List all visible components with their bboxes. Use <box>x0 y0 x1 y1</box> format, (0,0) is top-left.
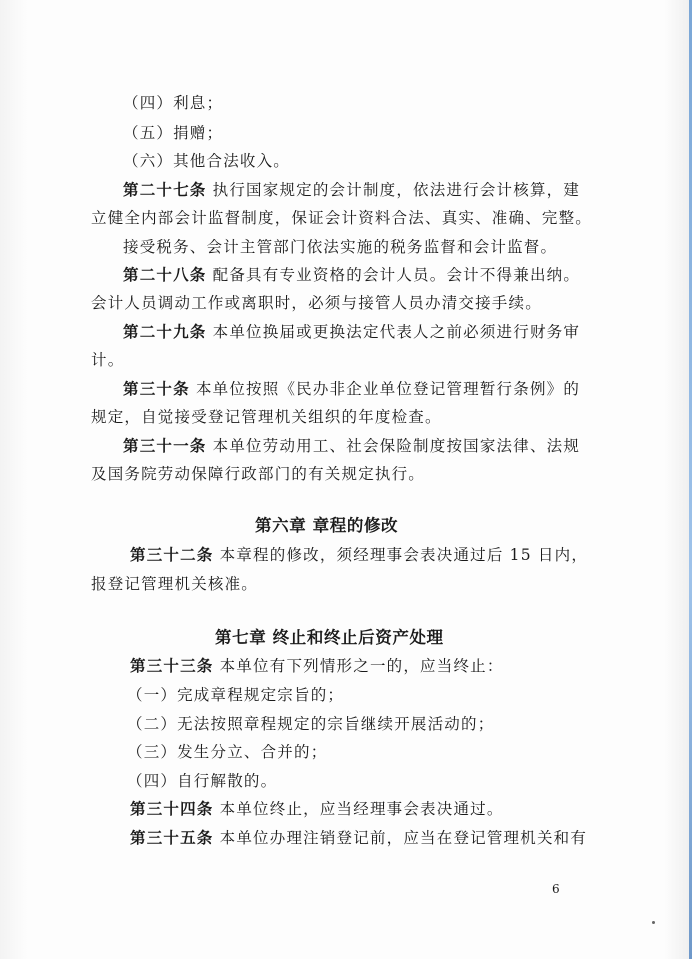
article-text: 本单位有下列情形之一的，应当终止： <box>219 657 504 675</box>
text-line: 规定，自觉接受登记管理机关组织的年度检查。 <box>91 408 442 426</box>
page-number: 6 <box>552 882 560 896</box>
article-text: 本单位换届或更换法定代表人之前必须进行财务审 <box>212 323 581 341</box>
text-line: （一）完成章程规定宗旨的； <box>127 686 345 704</box>
article-text: 本单位终止，应当经理事会表决通过。 <box>219 800 504 818</box>
article-label: 第三十五条 <box>130 828 214 847</box>
article-label: 第三十一条 <box>123 436 207 455</box>
article-text: 本单位办理注销登记前，应当在登记管理机关和有 <box>219 829 588 847</box>
article-label: 第三十四条 <box>130 799 214 818</box>
article-35 <box>130 828 587 848</box>
text-line: （六）其他合法收入。 <box>123 152 291 170</box>
article-27 <box>123 180 580 200</box>
article-34 <box>130 799 504 819</box>
article-text: 本章程的修改，须经理事会表决通过后 15 日内， <box>219 546 589 564</box>
article-text: 本单位按照《民办非企业单位登记管理暂行条例》的 <box>195 380 581 398</box>
chapter-7-heading: 第七章 终止和终止后资产处理 <box>215 628 444 647</box>
text-line: （三）发生分立、合并的； <box>127 743 328 761</box>
text-line: （四）自行解散的。 <box>127 772 278 790</box>
article-30 <box>123 379 580 399</box>
chapter-6-heading: 第六章 章程的修改 <box>255 516 399 535</box>
text-line: （四）利息； <box>123 94 224 112</box>
article-28 <box>123 265 580 285</box>
text-line: （五）捐赠； <box>123 124 224 142</box>
article-31 <box>123 436 580 456</box>
scan-speck <box>652 921 655 924</box>
article-29 <box>123 322 580 342</box>
text-line: 立健全内部会计监督制度，保证会计资料合法、真实、准确、完整。 <box>91 209 593 227</box>
text-line: 接受税务、会计主管部门依法实施的税务监督和会计监督。 <box>123 238 558 256</box>
text-line: （二）无法按照章程规定的宗旨继续开展活动的； <box>127 715 495 733</box>
text-line: 会计人员调动工作或离职时，必须与接管人员办清交接手续。 <box>91 294 542 312</box>
article-label: 第三十三条 <box>130 656 214 675</box>
article-label: 第二十七条 <box>123 180 207 199</box>
text-line: 及国务院劳动保障行政部门的有关规定执行。 <box>91 465 426 483</box>
article-text: 本单位劳动用工、社会保险制度按国家法律、法规 <box>212 437 581 455</box>
article-label: 第三十条 <box>123 379 190 398</box>
article-32 <box>130 545 588 565</box>
text-line: 计。 <box>91 351 125 369</box>
text-line: 报登记管理机关核准。 <box>91 575 259 593</box>
article-text: 执行国家规定的会计制度，依法进行会计核算，建 <box>212 181 581 199</box>
article-label: 第二十八条 <box>123 265 207 284</box>
article-text: 配备具有专业资格的会计人员。会计不得兼出纳。 <box>212 266 581 284</box>
article-label: 第三十二条 <box>130 545 214 564</box>
article-label: 第二十九条 <box>123 322 207 341</box>
article-33 <box>130 656 504 676</box>
